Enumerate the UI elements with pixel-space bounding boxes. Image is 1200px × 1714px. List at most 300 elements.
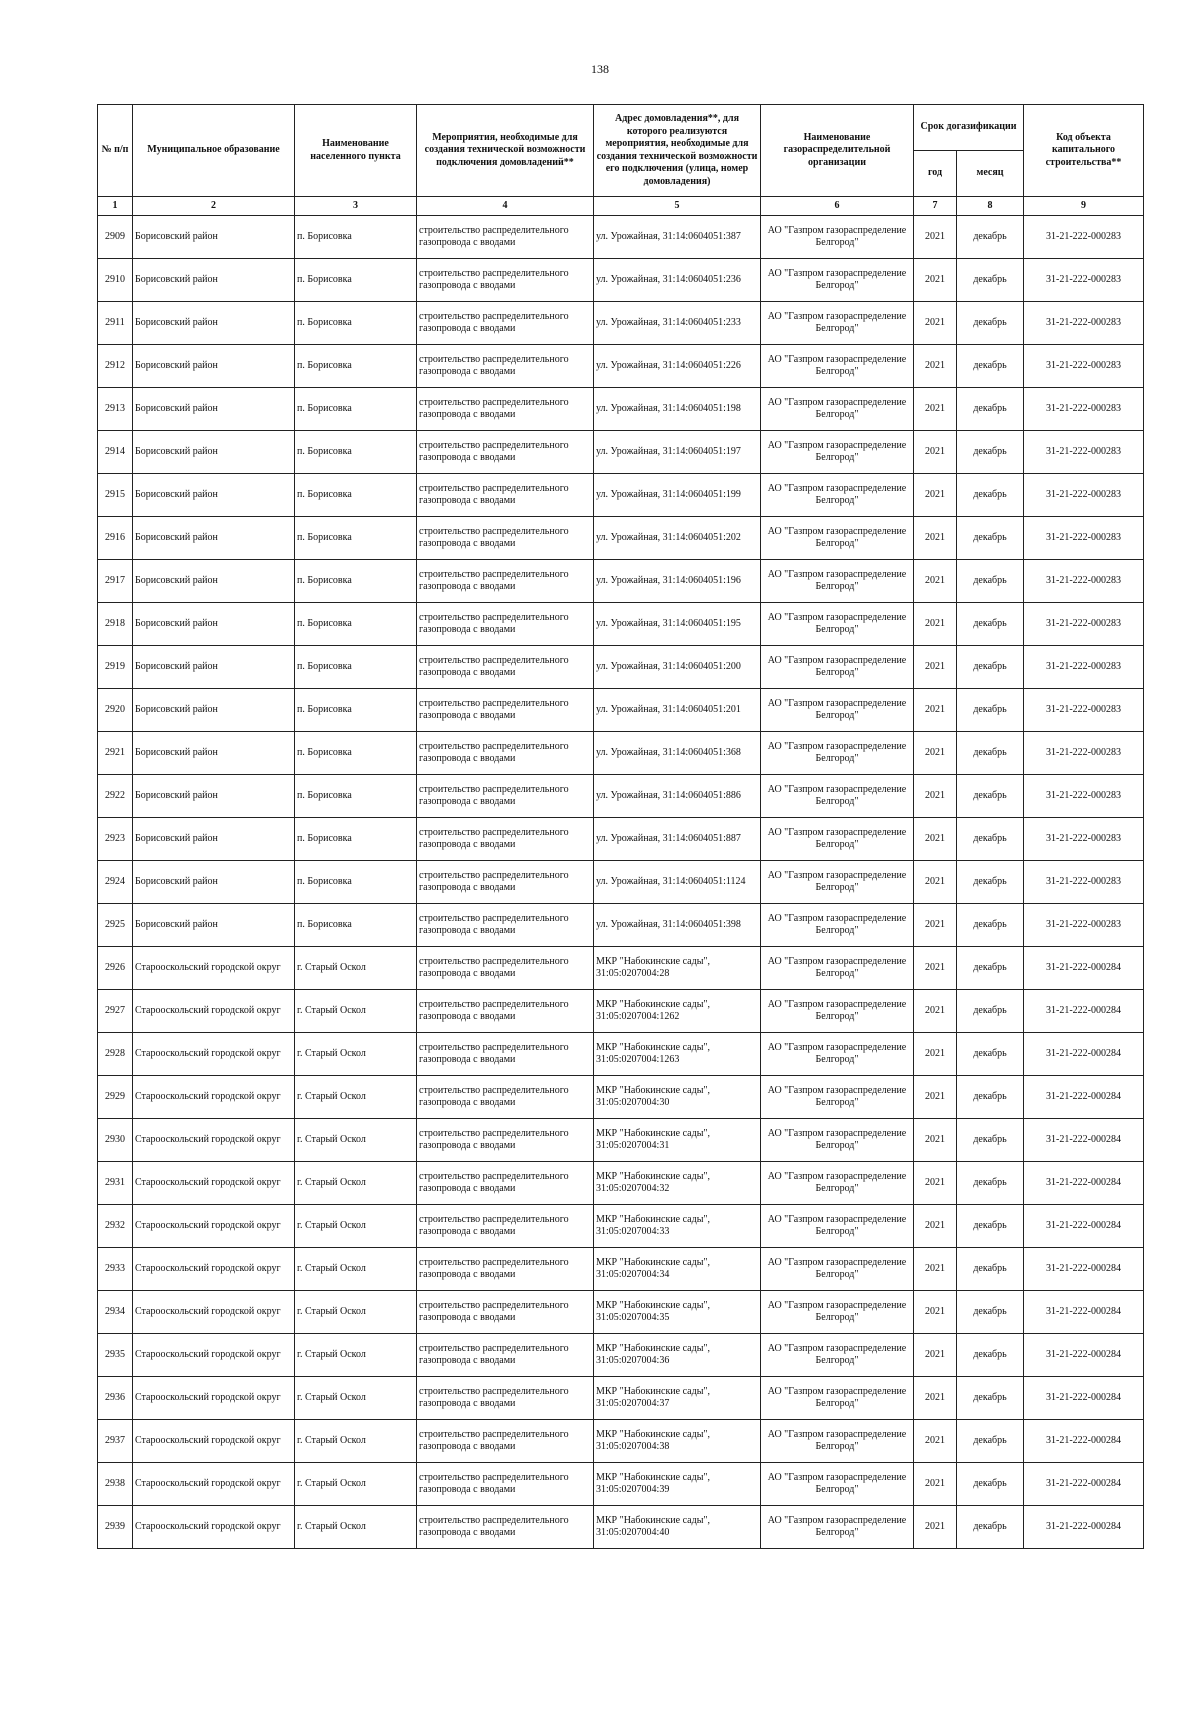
cell-num: 2918: [98, 603, 133, 646]
cell-activities: строительство распределительного газопровода с вводами: [417, 1248, 594, 1291]
column-number: 7: [914, 197, 957, 216]
cell-organization: АО "Газпром газораспределение Белгород": [761, 388, 914, 431]
table-row: [98, 646, 1144, 689]
cell-year: 2021: [914, 861, 957, 904]
cell-code: 31-21-222-000283: [1024, 345, 1144, 388]
cell-year: 2021: [914, 1119, 957, 1162]
cell-locality: п. Борисовка: [295, 345, 417, 388]
cell-organization: АО "Газпром газораспределение Белгород": [761, 990, 914, 1033]
cell-locality: г. Старый Оскол: [295, 1291, 417, 1334]
cell-organization: АО "Газпром газораспределение Белгород": [761, 904, 914, 947]
cell-address: МКР "Набокинские сады", 31:05:0207004:33: [594, 1205, 761, 1248]
header-address: Адрес домовладения**, для которого реализуются мероприятия, необходимые для создания технической возможности его подключения (улица, номер домовладения): [594, 105, 761, 197]
cell-num: 2938: [98, 1463, 133, 1506]
table-row: [98, 1119, 1144, 1162]
cell-municipality: Борисовский район: [133, 603, 295, 646]
cell-year: 2021: [914, 1076, 957, 1119]
cell-address: МКР "Набокинские сады", 31:05:0207004:28: [594, 947, 761, 990]
cell-locality: п. Борисовка: [295, 259, 417, 302]
cell-year: 2021: [914, 1291, 957, 1334]
header-row: [98, 105, 1144, 151]
page-number: 138: [591, 62, 609, 76]
header-locality: Наименование населенного пункта: [295, 105, 417, 197]
cell-year: 2021: [914, 474, 957, 517]
cell-activities: строительство распределительного газопровода с вводами: [417, 1377, 594, 1420]
cell-code: 31-21-222-000283: [1024, 732, 1144, 775]
table-row: [98, 1205, 1144, 1248]
cell-activities: строительство распределительного газопровода с вводами: [417, 818, 594, 861]
cell-month: декабрь: [957, 861, 1024, 904]
cell-year: 2021: [914, 904, 957, 947]
cell-activities: строительство распределительного газопровода с вводами: [417, 216, 594, 259]
cell-year: 2021: [914, 1463, 957, 1506]
cell-year: 2021: [914, 259, 957, 302]
cell-code: 31-21-222-000284: [1024, 1076, 1144, 1119]
table-row: [98, 259, 1144, 302]
cell-municipality: Борисовский район: [133, 775, 295, 818]
cell-municipality: Старооскольский городской округ: [133, 1119, 295, 1162]
cell-num: 2936: [98, 1377, 133, 1420]
table-row: [98, 775, 1144, 818]
cell-activities: строительство распределительного газопровода с вводами: [417, 603, 594, 646]
cell-code: 31-21-222-000284: [1024, 1506, 1144, 1549]
cell-address: ул. Урожайная, 31:14:0604051:198: [594, 388, 761, 431]
cell-code: 31-21-222-000283: [1024, 517, 1144, 560]
cell-code: 31-21-222-000283: [1024, 474, 1144, 517]
cell-month: декабрь: [957, 689, 1024, 732]
column-number: 3: [295, 197, 417, 216]
cell-organization: АО "Газпром газораспределение Белгород": [761, 431, 914, 474]
cell-num: 2911: [98, 302, 133, 345]
cell-num: 2934: [98, 1291, 133, 1334]
cell-activities: строительство распределительного газопровода с вводами: [417, 259, 594, 302]
cell-locality: п. Борисовка: [295, 732, 417, 775]
cell-municipality: Борисовский район: [133, 861, 295, 904]
cell-code: 31-21-222-000283: [1024, 904, 1144, 947]
cell-month: декабрь: [957, 1420, 1024, 1463]
cell-year: 2021: [914, 1205, 957, 1248]
cell-municipality: Борисовский район: [133, 560, 295, 603]
cell-organization: АО "Газпром газораспределение Белгород": [761, 818, 914, 861]
cell-num: 2930: [98, 1119, 133, 1162]
cell-address: ул. Урожайная, 31:14:0604051:233: [594, 302, 761, 345]
cell-municipality: Борисовский район: [133, 517, 295, 560]
table-row: [98, 1420, 1144, 1463]
header-month: месяц: [957, 151, 1024, 197]
cell-municipality: Старооскольский городской округ: [133, 1162, 295, 1205]
cell-address: МКР "Набокинские сады", 31:05:0207004:1262: [594, 990, 761, 1033]
cell-year: 2021: [914, 603, 957, 646]
cell-organization: АО "Газпром газораспределение Белгород": [761, 947, 914, 990]
table-row: [98, 517, 1144, 560]
cell-organization: АО "Газпром газораспределение Белгород": [761, 216, 914, 259]
cell-activities: строительство распределительного газопровода с вводами: [417, 861, 594, 904]
cell-code: 31-21-222-000283: [1024, 646, 1144, 689]
cell-address: ул. Урожайная, 31:14:0604051:236: [594, 259, 761, 302]
cell-municipality: Старооскольский городской округ: [133, 1334, 295, 1377]
cell-activities: строительство распределительного газопровода с вводами: [417, 1463, 594, 1506]
cell-organization: АО "Газпром газораспределение Белгород": [761, 603, 914, 646]
header-activities: Мероприятия, необходимые для создания технической возможности подключения домовладений**: [417, 105, 594, 197]
cell-month: декабрь: [957, 1033, 1024, 1076]
cell-organization: АО "Газпром газораспределение Белгород": [761, 345, 914, 388]
column-number: 2: [133, 197, 295, 216]
cell-activities: строительство распределительного газопровода с вводами: [417, 1119, 594, 1162]
cell-year: 2021: [914, 345, 957, 388]
cell-year: 2021: [914, 732, 957, 775]
cell-locality: г. Старый Оскол: [295, 1162, 417, 1205]
cell-year: 2021: [914, 431, 957, 474]
cell-address: ул. Урожайная, 31:14:0604051:226: [594, 345, 761, 388]
cell-num: 2937: [98, 1420, 133, 1463]
cell-address: ул. Урожайная, 31:14:0604051:199: [594, 474, 761, 517]
cell-code: 31-21-222-000283: [1024, 388, 1144, 431]
cell-organization: АО "Газпром газораспределение Белгород": [761, 646, 914, 689]
cell-organization: АО "Газпром газораспределение Белгород": [761, 775, 914, 818]
cell-address: ул. Урожайная, 31:14:0604051:202: [594, 517, 761, 560]
cell-address: ул. Урожайная, 31:14:0604051:200: [594, 646, 761, 689]
cell-year: 2021: [914, 1162, 957, 1205]
cell-month: декабрь: [957, 1162, 1024, 1205]
cell-num: 2927: [98, 990, 133, 1033]
table-row: [98, 560, 1144, 603]
cell-activities: строительство распределительного газопровода с вводами: [417, 689, 594, 732]
cell-organization: АО "Газпром газораспределение Белгород": [761, 259, 914, 302]
cell-locality: п. Борисовка: [295, 560, 417, 603]
cell-num: 2928: [98, 1033, 133, 1076]
cell-num: 2939: [98, 1506, 133, 1549]
table-row: [98, 302, 1144, 345]
cell-num: 2917: [98, 560, 133, 603]
cell-code: 31-21-222-000284: [1024, 1377, 1144, 1420]
cell-organization: АО "Газпром газораспределение Белгород": [761, 1420, 914, 1463]
table-row: [98, 216, 1144, 259]
cell-organization: АО "Газпром газораспределение Белгород": [761, 689, 914, 732]
cell-code: 31-21-222-000284: [1024, 1334, 1144, 1377]
cell-address: ул. Урожайная, 31:14:0604051:886: [594, 775, 761, 818]
cell-municipality: Борисовский район: [133, 904, 295, 947]
column-number-row: [98, 197, 1144, 216]
cell-num: 2909: [98, 216, 133, 259]
cell-activities: строительство распределительного газопровода с вводами: [417, 388, 594, 431]
cell-locality: п. Борисовка: [295, 689, 417, 732]
cell-year: 2021: [914, 1248, 957, 1291]
cell-locality: п. Борисовка: [295, 216, 417, 259]
cell-year: 2021: [914, 1420, 957, 1463]
cell-address: ул. Урожайная, 31:14:0604051:368: [594, 732, 761, 775]
cell-num: 2926: [98, 947, 133, 990]
cell-municipality: Борисовский район: [133, 345, 295, 388]
cell-activities: строительство распределительного газопровода с вводами: [417, 1420, 594, 1463]
cell-num: 2924: [98, 861, 133, 904]
table-row: [98, 1162, 1144, 1205]
cell-code: 31-21-222-000284: [1024, 947, 1144, 990]
cell-num: 2920: [98, 689, 133, 732]
cell-organization: АО "Газпром газораспределение Белгород": [761, 560, 914, 603]
cell-month: декабрь: [957, 1076, 1024, 1119]
cell-locality: г. Старый Оскол: [295, 1463, 417, 1506]
cell-num: 2923: [98, 818, 133, 861]
cell-organization: АО "Газпром газораспределение Белгород": [761, 474, 914, 517]
cell-month: декабрь: [957, 474, 1024, 517]
cell-activities: строительство распределительного газопровода с вводами: [417, 1076, 594, 1119]
cell-locality: п. Борисовка: [295, 818, 417, 861]
cell-num: 2913: [98, 388, 133, 431]
header-year: год: [914, 151, 957, 197]
cell-num: 2933: [98, 1248, 133, 1291]
cell-municipality: Борисовский район: [133, 431, 295, 474]
cell-address: МКР "Набокинские сады", 31:05:0207004:35: [594, 1291, 761, 1334]
cell-address: ул. Урожайная, 31:14:0604051:195: [594, 603, 761, 646]
table-row: [98, 990, 1144, 1033]
cell-year: 2021: [914, 517, 957, 560]
cell-locality: г. Старый Оскол: [295, 1205, 417, 1248]
table-row: [98, 1334, 1144, 1377]
cell-month: декабрь: [957, 1291, 1024, 1334]
cell-locality: г. Старый Оскол: [295, 1377, 417, 1420]
cell-organization: АО "Газпром газораспределение Белгород": [761, 1463, 914, 1506]
cell-municipality: Старооскольский городской округ: [133, 1506, 295, 1549]
header-term: Срок догазификации: [914, 105, 1024, 151]
cell-address: МКР "Набокинские сады", 31:05:0207004:1263: [594, 1033, 761, 1076]
cell-locality: г. Старый Оскол: [295, 1420, 417, 1463]
cell-locality: г. Старый Оскол: [295, 1119, 417, 1162]
table-row: [98, 904, 1144, 947]
cell-num: 2910: [98, 259, 133, 302]
cell-address: ул. Урожайная, 31:14:0604051:201: [594, 689, 761, 732]
cell-month: декабрь: [957, 216, 1024, 259]
cell-month: декабрь: [957, 1119, 1024, 1162]
cell-code: 31-21-222-000283: [1024, 560, 1144, 603]
cell-municipality: Старооскольский городской округ: [133, 1248, 295, 1291]
table-row: [98, 1076, 1144, 1119]
cell-activities: строительство распределительного газопровода с вводами: [417, 732, 594, 775]
table-row: [98, 1033, 1144, 1076]
cell-month: декабрь: [957, 1205, 1024, 1248]
cell-locality: г. Старый Оскол: [295, 1076, 417, 1119]
table-row: [98, 431, 1144, 474]
cell-locality: г. Старый Оскол: [295, 1248, 417, 1291]
cell-locality: п. Борисовка: [295, 775, 417, 818]
cell-year: 2021: [914, 388, 957, 431]
cell-month: декабрь: [957, 1377, 1024, 1420]
cell-organization: АО "Газпром газораспределение Белгород": [761, 1334, 914, 1377]
gasification-table: [97, 104, 1144, 1549]
table-row: [98, 1291, 1144, 1334]
cell-num: 2921: [98, 732, 133, 775]
cell-num: 2914: [98, 431, 133, 474]
cell-activities: строительство распределительного газопровода с вводами: [417, 474, 594, 517]
cell-num: 2932: [98, 1205, 133, 1248]
cell-address: МКР "Набокинские сады", 31:05:0207004:39: [594, 1463, 761, 1506]
cell-organization: АО "Газпром газораспределение Белгород": [761, 1076, 914, 1119]
cell-month: декабрь: [957, 431, 1024, 474]
cell-code: 31-21-222-000284: [1024, 1162, 1144, 1205]
cell-organization: АО "Газпром газораспределение Белгород": [761, 861, 914, 904]
cell-municipality: Борисовский район: [133, 259, 295, 302]
cell-code: 31-21-222-000284: [1024, 1033, 1144, 1076]
cell-address: МКР "Набокинские сады", 31:05:0207004:40: [594, 1506, 761, 1549]
cell-locality: п. Борисовка: [295, 646, 417, 689]
column-number: 4: [417, 197, 594, 216]
cell-month: декабрь: [957, 732, 1024, 775]
cell-year: 2021: [914, 1377, 957, 1420]
cell-code: 31-21-222-000284: [1024, 1420, 1144, 1463]
cell-municipality: Старооскольский городской округ: [133, 1076, 295, 1119]
cell-address: ул. Урожайная, 31:14:0604051:1124: [594, 861, 761, 904]
table-row: [98, 689, 1144, 732]
cell-municipality: Борисовский район: [133, 732, 295, 775]
cell-year: 2021: [914, 1334, 957, 1377]
cell-address: МКР "Набокинские сады", 31:05:0207004:34: [594, 1248, 761, 1291]
cell-activities: строительство распределительного газопровода с вводами: [417, 560, 594, 603]
cell-organization: АО "Газпром газораспределение Белгород": [761, 1248, 914, 1291]
cell-month: декабрь: [957, 1506, 1024, 1549]
cell-code: 31-21-222-000283: [1024, 818, 1144, 861]
cell-municipality: Старооскольский городской округ: [133, 1291, 295, 1334]
cell-municipality: Старооскольский городской округ: [133, 947, 295, 990]
table-row: [98, 345, 1144, 388]
header-organization: Наименование газораспределительной организации: [761, 105, 914, 197]
cell-month: декабрь: [957, 904, 1024, 947]
cell-municipality: Старооскольский городской округ: [133, 1463, 295, 1506]
cell-activities: строительство распределительного газопровода с вводами: [417, 1291, 594, 1334]
cell-year: 2021: [914, 947, 957, 990]
cell-organization: АО "Газпром газораспределение Белгород": [761, 732, 914, 775]
cell-locality: г. Старый Оскол: [295, 1334, 417, 1377]
table-row: [98, 388, 1144, 431]
cell-month: декабрь: [957, 302, 1024, 345]
cell-municipality: Старооскольский городской округ: [133, 990, 295, 1033]
table-body: [98, 216, 1144, 1549]
cell-num: 2925: [98, 904, 133, 947]
cell-municipality: Борисовский район: [133, 646, 295, 689]
cell-activities: строительство распределительного газопровода с вводами: [417, 302, 594, 345]
cell-municipality: Старооскольский городской округ: [133, 1377, 295, 1420]
cell-code: 31-21-222-000283: [1024, 689, 1144, 732]
cell-locality: п. Борисовка: [295, 603, 417, 646]
cell-address: МКР "Набокинские сады", 31:05:0207004:32: [594, 1162, 761, 1205]
cell-year: 2021: [914, 1506, 957, 1549]
cell-municipality: Старооскольский городской округ: [133, 1420, 295, 1463]
cell-month: декабрь: [957, 1334, 1024, 1377]
cell-activities: строительство распределительного газопровода с вводами: [417, 775, 594, 818]
table-row: [98, 818, 1144, 861]
cell-activities: строительство распределительного газопровода с вводами: [417, 947, 594, 990]
cell-year: 2021: [914, 775, 957, 818]
cell-organization: АО "Газпром газораспределение Белгород": [761, 1377, 914, 1420]
cell-municipality: Борисовский район: [133, 216, 295, 259]
cell-activities: строительство распределительного газопровода с вводами: [417, 1162, 594, 1205]
cell-address: МКР "Набокинские сады", 31:05:0207004:38: [594, 1420, 761, 1463]
cell-code: 31-21-222-000283: [1024, 603, 1144, 646]
cell-month: декабрь: [957, 990, 1024, 1033]
cell-code: 31-21-222-000284: [1024, 1463, 1144, 1506]
cell-num: 2935: [98, 1334, 133, 1377]
table-row: [98, 947, 1144, 990]
cell-year: 2021: [914, 689, 957, 732]
cell-address: МКР "Набокинские сады", 31:05:0207004:37: [594, 1377, 761, 1420]
cell-organization: АО "Газпром газораспределение Белгород": [761, 1205, 914, 1248]
cell-month: декабрь: [957, 947, 1024, 990]
cell-code: 31-21-222-000284: [1024, 1248, 1144, 1291]
cell-locality: п. Борисовка: [295, 474, 417, 517]
cell-locality: п. Борисовка: [295, 431, 417, 474]
cell-activities: строительство распределительного газопровода с вводами: [417, 904, 594, 947]
cell-activities: строительство распределительного газопровода с вводами: [417, 1033, 594, 1076]
cell-num: 2919: [98, 646, 133, 689]
cell-year: 2021: [914, 302, 957, 345]
cell-municipality: Борисовский район: [133, 818, 295, 861]
table-row: [98, 861, 1144, 904]
cell-code: 31-21-222-000284: [1024, 990, 1144, 1033]
cell-num: 2931: [98, 1162, 133, 1205]
cell-code: 31-21-222-000283: [1024, 302, 1144, 345]
cell-locality: п. Борисовка: [295, 517, 417, 560]
cell-locality: п. Борисовка: [295, 388, 417, 431]
cell-year: 2021: [914, 818, 957, 861]
cell-organization: АО "Газпром газораспределение Белгород": [761, 517, 914, 560]
cell-organization: АО "Газпром газораспределение Белгород": [761, 1291, 914, 1334]
cell-code: 31-21-222-000283: [1024, 861, 1144, 904]
cell-address: ул. Урожайная, 31:14:0604051:197: [594, 431, 761, 474]
cell-activities: строительство распределительного газопровода с вводами: [417, 431, 594, 474]
cell-municipality: Борисовский район: [133, 474, 295, 517]
cell-activities: строительство распределительного газопровода с вводами: [417, 646, 594, 689]
cell-address: ул. Урожайная, 31:14:0604051:196: [594, 560, 761, 603]
cell-month: декабрь: [957, 818, 1024, 861]
cell-locality: г. Старый Оскол: [295, 1506, 417, 1549]
table-row: [98, 474, 1144, 517]
cell-activities: строительство распределительного газопровода с вводами: [417, 1334, 594, 1377]
cell-code: 31-21-222-000284: [1024, 1291, 1144, 1334]
cell-organization: АО "Газпром газораспределение Белгород": [761, 302, 914, 345]
cell-address: ул. Урожайная, 31:14:0604051:387: [594, 216, 761, 259]
cell-month: декабрь: [957, 775, 1024, 818]
column-number: 9: [1024, 197, 1144, 216]
column-number: 8: [957, 197, 1024, 216]
cell-address: МКР "Набокинские сады", 31:05:0207004:30: [594, 1076, 761, 1119]
cell-address: МКР "Набокинские сады", 31:05:0207004:36: [594, 1334, 761, 1377]
cell-code: 31-21-222-000283: [1024, 431, 1144, 474]
cell-activities: строительство распределительного газопровода с вводами: [417, 1205, 594, 1248]
cell-organization: АО "Газпром газораспределение Белгород": [761, 1506, 914, 1549]
cell-month: декабрь: [957, 603, 1024, 646]
cell-month: декабрь: [957, 388, 1024, 431]
cell-month: декабрь: [957, 517, 1024, 560]
cell-month: декабрь: [957, 1463, 1024, 1506]
cell-year: 2021: [914, 1033, 957, 1076]
cell-municipality: Старооскольский городской округ: [133, 1205, 295, 1248]
cell-activities: строительство распределительного газопровода с вводами: [417, 517, 594, 560]
cell-year: 2021: [914, 646, 957, 689]
column-number: 6: [761, 197, 914, 216]
table-row: [98, 1506, 1144, 1549]
table-row: [98, 1248, 1144, 1291]
header-code: Код объекта капитального строительства**: [1024, 105, 1144, 197]
cell-num: 2915: [98, 474, 133, 517]
cell-organization: АО "Газпром газораспределение Белгород": [761, 1033, 914, 1076]
cell-month: декабрь: [957, 1248, 1024, 1291]
table-row: [98, 1377, 1144, 1420]
cell-month: декабрь: [957, 646, 1024, 689]
cell-locality: г. Старый Оскол: [295, 990, 417, 1033]
cell-month: декабрь: [957, 259, 1024, 302]
cell-locality: п. Борисовка: [295, 302, 417, 345]
cell-locality: п. Борисовка: [295, 904, 417, 947]
cell-code: 31-21-222-000283: [1024, 775, 1144, 818]
cell-address: МКР "Набокинские сады", 31:05:0207004:31: [594, 1119, 761, 1162]
